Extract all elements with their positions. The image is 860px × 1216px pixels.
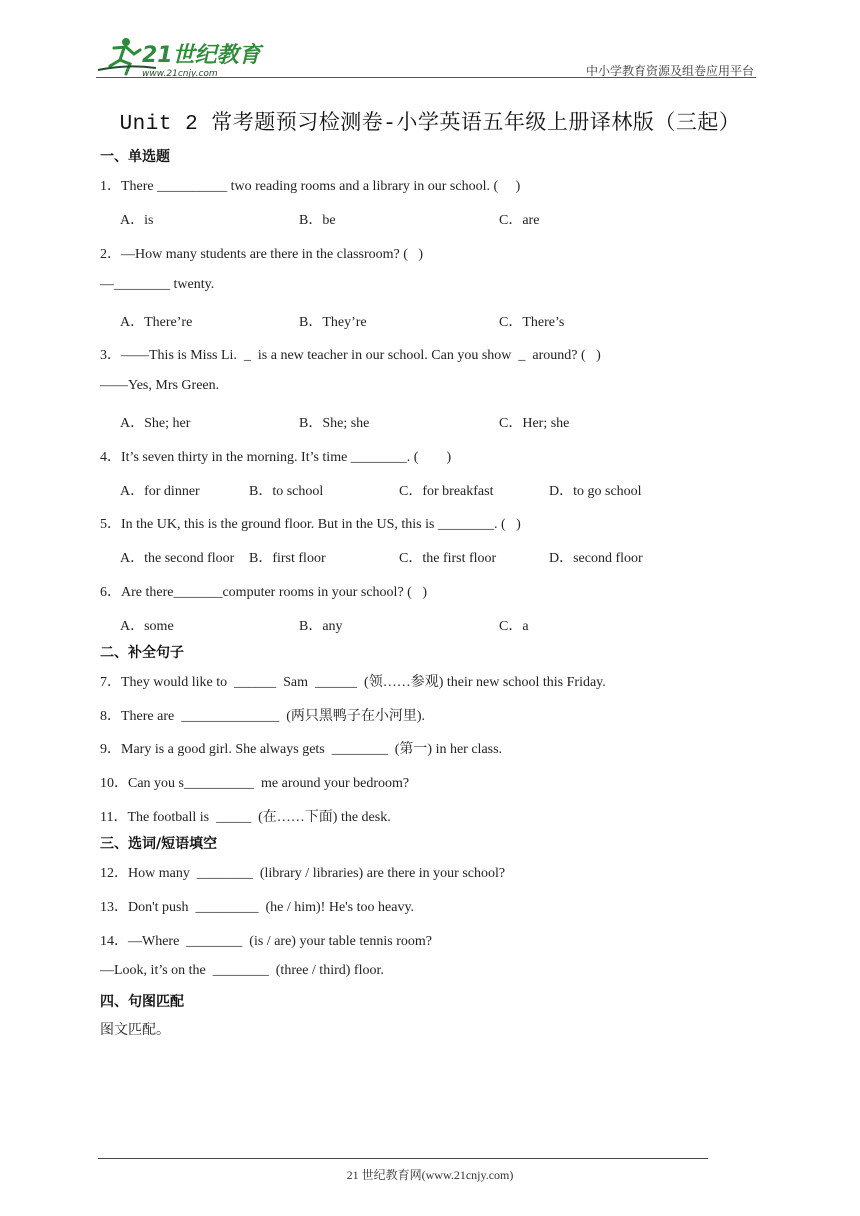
option-c: C．are [499,213,540,228]
page-footer: 21 世纪教育网(www.21cnjy.com) [346,1168,514,1182]
question-stem: 4．It’s seven thirty in the morning. It’s time ________. ( ) [100,450,452,465]
option-c: C．the first floor [399,551,497,566]
question-stem: 5．In the UK, this is the ground floor. But in the US, this is ________. ( ) [100,517,521,532]
option-c: C．for breakfast [399,484,494,499]
question-line: —________ twenty. [100,277,215,292]
site-logo [96,34,266,78]
section-heading: 四、句图匹配 [100,994,184,1010]
section-instruction: 图文匹配。 [100,1022,170,1038]
option-b: B．first floor [249,551,326,566]
page-header [96,30,756,78]
question-stem: 8．There are ______________ (两只黑鸭子在小河里). [100,709,426,724]
footer-divider [98,1158,708,1159]
option-b: B．any [299,619,343,634]
question-stem: 1．There __________ two reading rooms and a library in our school. ( ) [100,179,521,194]
question-stem: 12．How many ________ (library / libraries) are there in your school? [100,866,506,881]
option-a: A．for dinner [120,484,200,499]
question-stem: 3．——This is Miss Li. _ is a new teacher in our school. Can you show _ around? ( ) [100,348,601,363]
logo-url: www.21cnjy.com [142,69,218,78]
section-heading: 二、补全句子 [100,645,184,661]
option-a: A．is [120,213,154,228]
question-stem: 13．Don't push _________ (he / him)! He's too heavy. [100,900,415,915]
question-stem: 11．The football is _____ (在……下面) the desk. [100,810,391,825]
option-a: A．the second floor [120,551,235,566]
option-d: D．second floor [549,551,643,566]
question-line: —Look, it’s on the ________ (three / third) floor. [100,963,384,978]
question-stem: 6．Are there_______computer rooms in your school? ( ) [100,585,427,600]
option-a: A．some [120,619,174,634]
option-c: C．a [499,619,529,634]
site-tagline: 中小学教育资源及组卷应用平台 [585,64,754,78]
option-c: C．There’s [499,315,565,330]
option-a: A．There’re [120,315,193,330]
question-stem: 7．They would like to ______ Sam ______ (领……参观) their new school this Friday. [100,675,606,690]
question-stem: 10．Can you s__________ me around your bedroom? [100,776,410,791]
header-divider [96,77,756,78]
option-b: B．to school [249,484,324,499]
option-b: B．They’re [299,315,367,330]
option-b: B．She; she [299,416,370,431]
option-d: D．to go school [549,484,642,499]
page-title: Unit 2 常考题预习检测卷-小学英语五年级上册译林版（三起） [119,113,741,136]
section-heading: 一、单选题 [100,149,170,165]
option-c: C．Her; she [499,416,570,431]
question-stem: 14．—Where ________ (is / are) your table tennis room? [100,934,433,949]
question-stem: 9．Mary is a good girl. She always gets ________ (第一) in her class. [100,742,503,757]
option-b: B．be [299,213,336,228]
section-heading: 三、选词/短语填空 [100,836,218,852]
option-a: A．She; her [120,416,191,431]
question-line: ——Yes, Mrs Green. [100,378,220,393]
question-stem: 2．—How many students are there in the classroom? ( ) [100,247,424,262]
logo-text: 21世纪教育 [142,43,261,68]
